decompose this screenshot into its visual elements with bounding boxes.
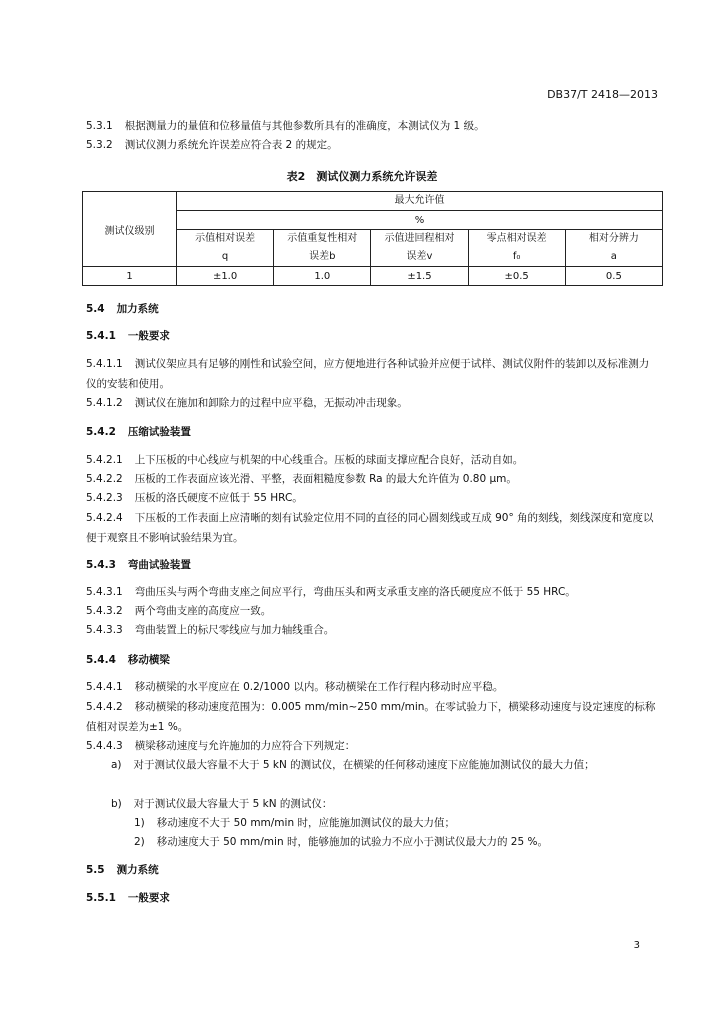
heading-5-4-1: 5.4.1 一般要求 xyxy=(86,330,170,342)
row-header: 测试仪级别 xyxy=(83,192,177,267)
list-item-b: b) 对于测试仪最大容量大于 5 kN 的测试仪： xyxy=(111,798,333,810)
paragraph-5-4-3-1: 5.4.3.1 弯曲压头与两个弯曲支座之间应平行，弯曲压头和两支承重支座的洛氏硬度应不低于 55 HRC。 xyxy=(86,586,576,598)
group-header xyxy=(177,192,663,211)
list-item-a: a) 对于测试仪最大容量不大于 5 kN 的测试仪，在横梁的任何移动速度下应能施加测试仪的最大力值； xyxy=(111,759,595,771)
paragraph-5-4-2-3: 5.4.2.3 压板的洛氏硬度不应低于 55 HRC。 xyxy=(86,492,303,504)
paragraph-5-4-1-2: 5.4.1.2 测试仪在施加和卸除力的过程中应平稳，无振动冲击现象。 xyxy=(86,397,408,409)
column-header: 示值重复性相对 误差b xyxy=(274,230,371,267)
table-cell: ±0.5 xyxy=(468,267,565,286)
heading-5-4-2: 5.4.2 压缩试验装置 xyxy=(86,426,191,438)
list-item-b2: 2) 移动速度大于 50 mm/min 时，能够施加的试验力不应小于测试仪最大力的 25 %。 xyxy=(134,836,548,848)
document-code: DB37/T 2418—2013 xyxy=(547,88,658,101)
column-header: 示值进回程相对 误差v xyxy=(371,230,468,267)
heading-5-5-1: 5.5.1 一般要求 xyxy=(86,892,170,904)
column-header: 零点相对误差 f₀ xyxy=(468,230,565,267)
heading-5-5: 5.5 测力系统 xyxy=(86,864,159,876)
error-table xyxy=(82,191,663,286)
paragraph-5-4-3-3: 5.4.3.3 弯曲装置上的标尺零线应与加力轴线重合。 xyxy=(86,624,335,636)
clause-text: 测试仪测力系统允许误差应符合表 2 的规定。 xyxy=(124,139,338,151)
table-cell: 1.0 xyxy=(274,267,371,286)
paragraph-5-4-4-1: 5.4.4.1 移动横梁的水平度应在 0.2/1000 以内。移动横梁在工作行程内移动时应平稳。 xyxy=(86,681,504,693)
paragraph-5-4-1-1: 5.4.1.1 测试仪架应具有足够的刚性和试验空间，应方便地进行各种试验并应便于试样、测试仪附件的装卸以及标准测力仪的安装和使用。 xyxy=(86,358,650,390)
clause-number: 5.3.1 xyxy=(86,120,113,132)
heading-5-4-4: 5.4.4 移动横梁 xyxy=(86,654,170,666)
heading-5-4-3: 5.4.3 弯曲试验装置 xyxy=(86,559,191,571)
heading-5-4: 5.4 加力系统 xyxy=(86,303,159,315)
paragraph-5-4-3-2: 5.4.3.2 两个弯曲支座的高度应一致。 xyxy=(86,605,272,617)
page-number: 3 xyxy=(633,940,640,951)
table-caption: 表2 测试仪测力系统允许误差 xyxy=(286,170,438,183)
table-cell: 0.5 xyxy=(565,267,662,286)
paragraph-5-4-2-4: 5.4.2.4 下压板的工作表面上应清晰的刻有试验定位用不同的直径的同心圆刻线或互成 90° 角的刻线，刻线深度和宽度以便于观察且不影响试验结果为宜。 xyxy=(86,512,654,544)
clause-number: 5.3.2 xyxy=(86,139,113,151)
paragraph-5-4-2-2: 5.4.2.2 压板的工作表面应该光滑、平整，表面粗糙度参数 Ra 的最大允许值为 0.80 μm。 xyxy=(86,473,517,485)
column-header: 相对分辨力 a xyxy=(565,230,662,267)
paragraph-5-3-1 xyxy=(86,118,658,134)
paragraph-5-4-2-1: 5.4.2.1 上下压板的中心线应与机架的中心线重合。压板的球面支撑应配合良好，活动自如。 xyxy=(86,454,524,466)
column-header: 示值相对误差 q xyxy=(177,230,274,267)
paragraph-5-4-4-3: 5.4.4.3 横梁移动速度与允许施加的力应符合下列规定： xyxy=(86,740,356,752)
clause-text: 根据测量力的量值和位移量值与其他参数所具有的准确度，本测试仪为 1 级。 xyxy=(124,120,485,132)
table-cell: ±1.5 xyxy=(371,267,468,286)
paragraph-5-4-4-2: 5.4.4.2 移动横梁的移动速度范围为：0.005 mm/min~250 mm/min。在零试验力下，横梁移动速度与设定速度的标称值相对误差为±1 %。 xyxy=(86,701,656,733)
table-cell: ±1.0 xyxy=(177,267,274,286)
table-row xyxy=(83,267,663,286)
paragraph-5-3-2 xyxy=(86,137,658,153)
group-header-label: 最大允许值 xyxy=(394,195,445,206)
group-unit: % xyxy=(177,211,663,230)
list-item-b1: 1) 移动速度不大于 50 mm/min 时，应能施加测试仪的最大力值； xyxy=(134,817,455,829)
table-cell: 1 xyxy=(83,267,177,286)
